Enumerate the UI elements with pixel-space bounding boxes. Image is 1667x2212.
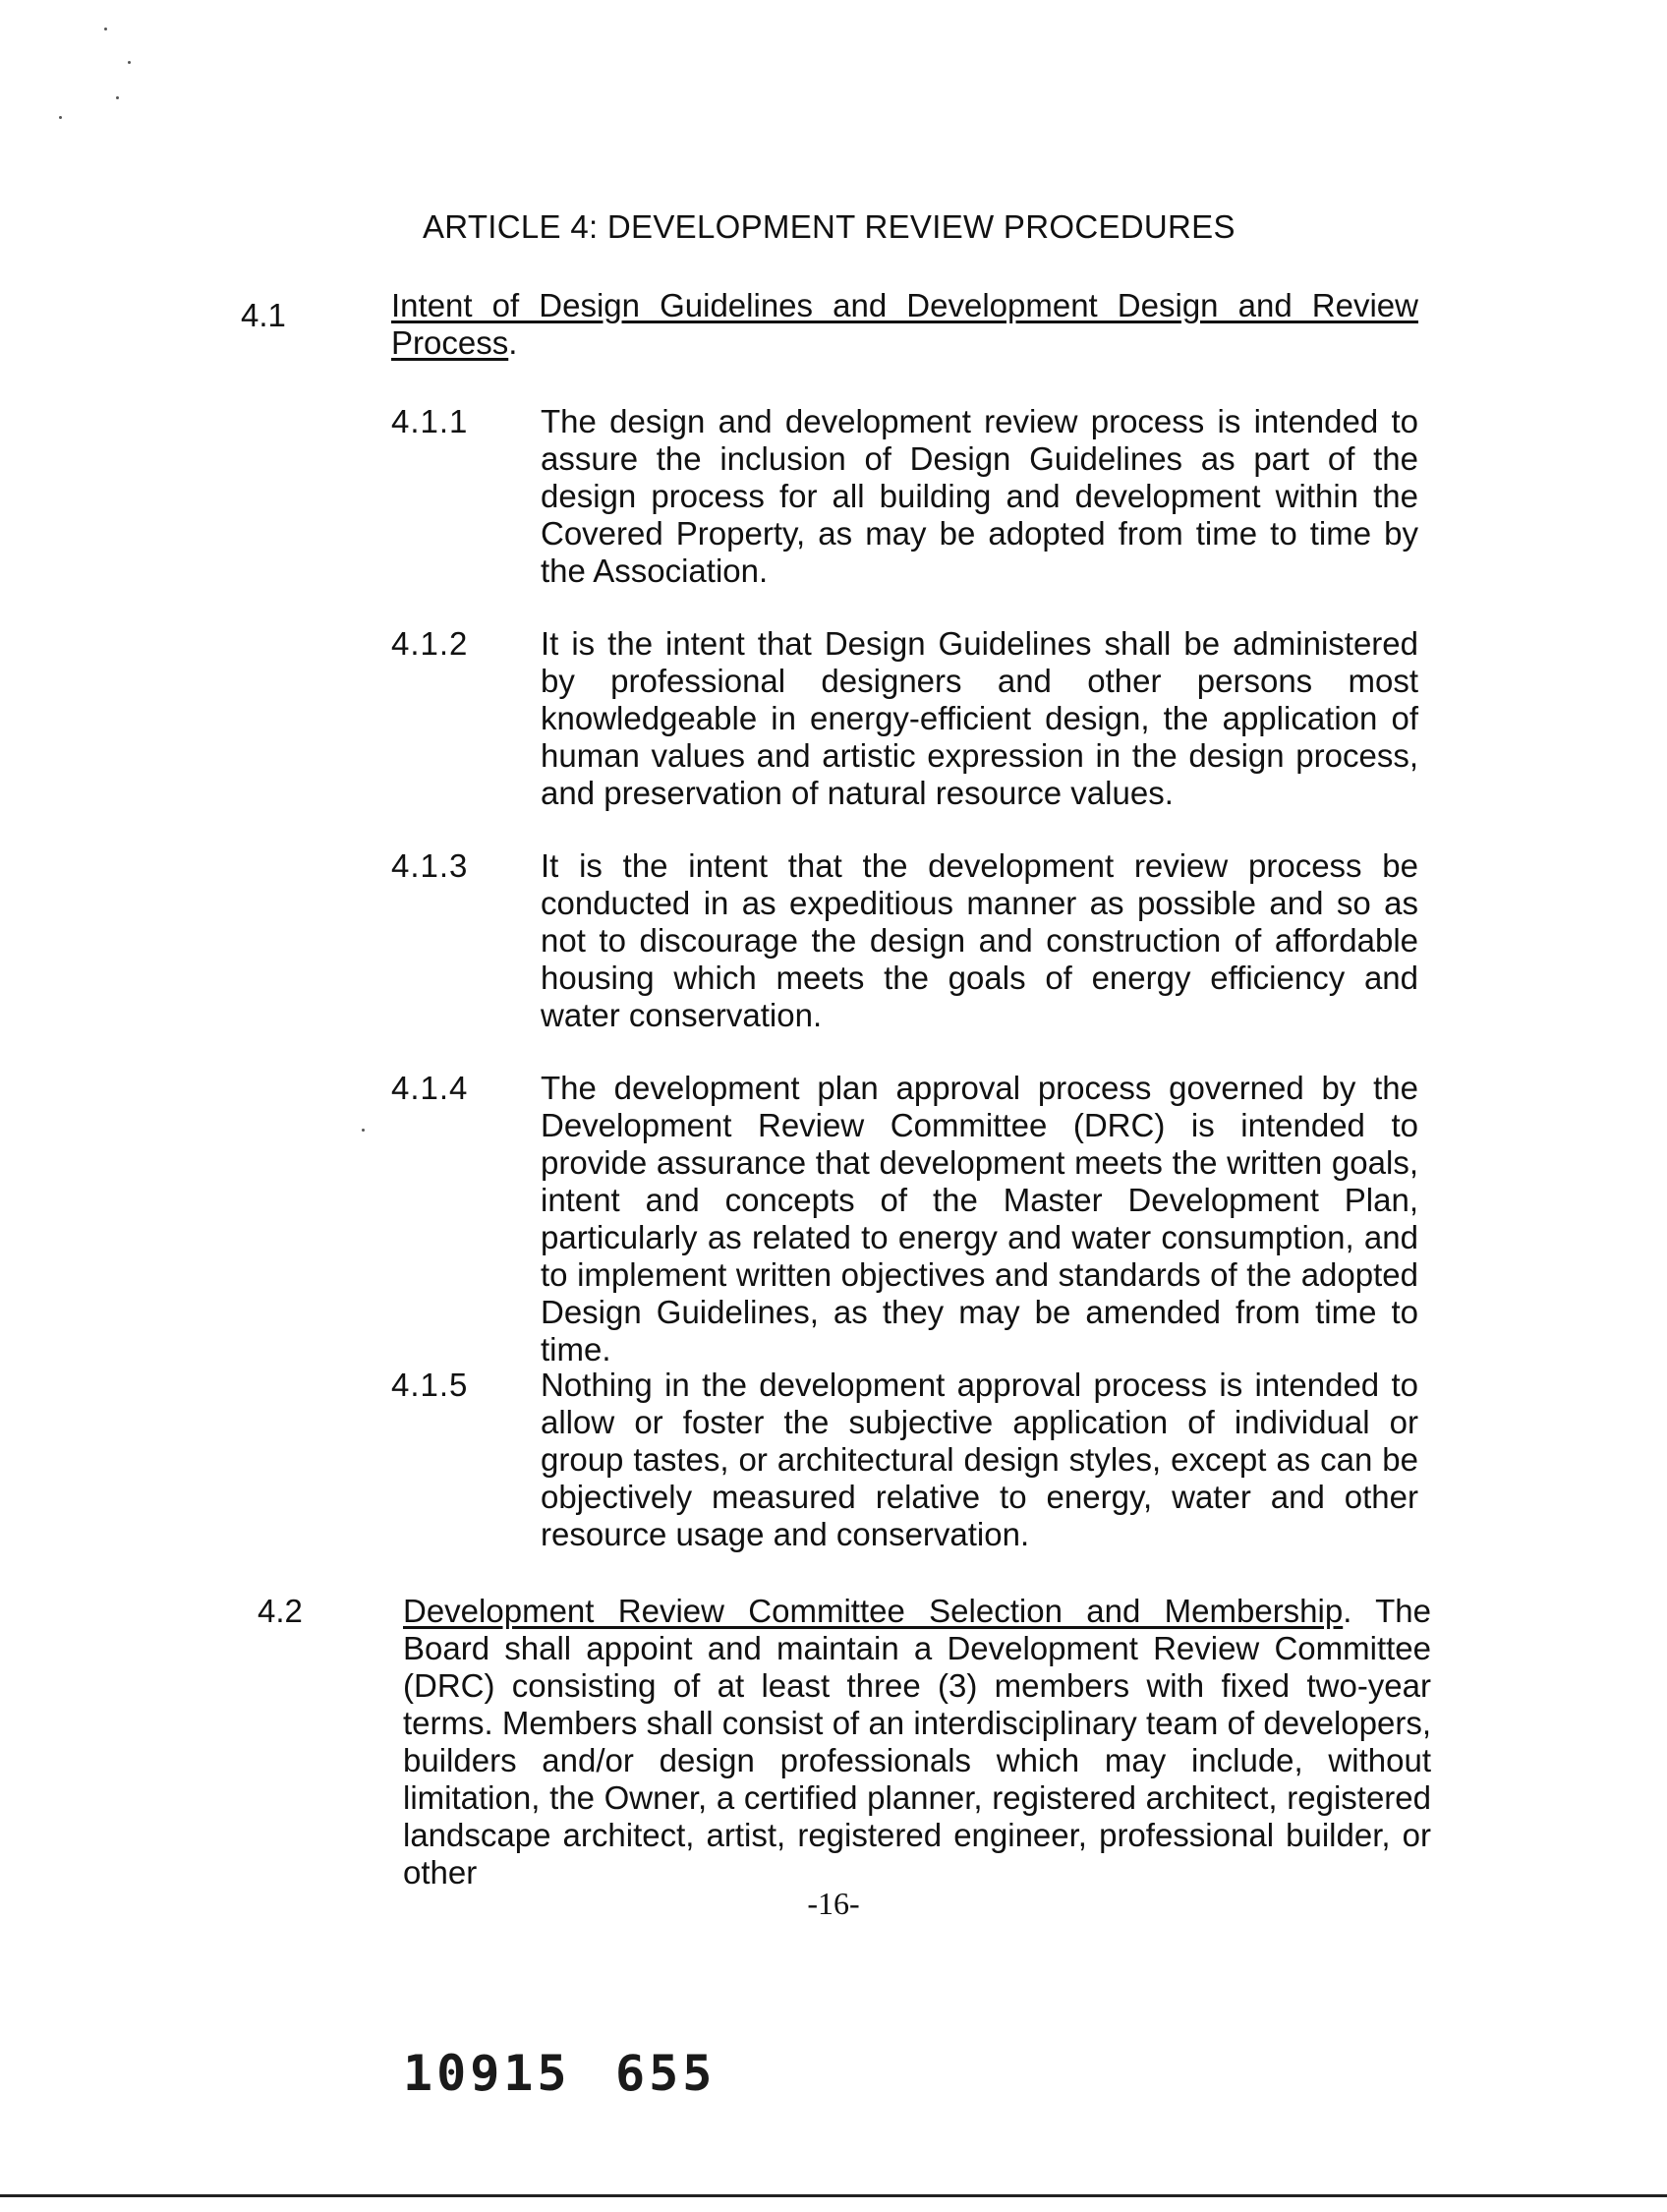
scan-speck: [104, 28, 107, 30]
bottom-rule: [0, 2194, 1667, 2197]
subsection-text: It is the intent that Design Guidelines shall be administered by professional designers and other persons most knowledgeable in energy-efficient design, the application of human values and artistic expression in the design process, and preservation of natural resource values.: [541, 625, 1418, 811]
scan-speck: [59, 116, 62, 119]
scan-speck: [116, 96, 119, 99]
scan-speck: [362, 1129, 365, 1132]
page-number: -16-: [807, 1886, 860, 1921]
subsection-text: The development plan approval process governed by the Development Review Committee (DRC) is intended to provide assurance that development meets the written goals, intent and concepts of the Master Development Plan, particularly as related to energy and water consumption, and to implement written objectives and standards of the adopted Design Guidelines, as they may be amended from time to time.: [541, 1070, 1418, 1368]
subsection-number: 4.1.3: [391, 847, 469, 884]
section-paragraph: [403, 1593, 1431, 1892]
section-heading-period: .: [508, 324, 518, 361]
article-title: ARTICLE 4: DEVELOPMENT REVIEW PROCEDURES: [423, 208, 1236, 245]
subsection-number: 4.1.2: [391, 625, 469, 662]
section-heading-text: Intent of Design Guidelines and Development Design and Review Process: [391, 287, 1418, 361]
subsection-text: It is the intent that the development review process be conducted in as expeditious manner as possible and so as not to discourage the design and construction of affordable housing which meets the goals of energy efficiency and water conservation.: [541, 847, 1418, 1033]
section-heading-text: Development Review Committee Selection and Membership: [403, 1593, 1344, 1629]
section-number: 4.2: [258, 1593, 303, 1629]
recording-book-number: 10915: [403, 2045, 571, 2102]
subsection-number: 4.1.4: [391, 1070, 469, 1106]
section-body-text: . The Board shall appoint and maintain a Development Review Committee (DRC) consisting of at least three (3) members with fixed two-year terms. Members shall consist of an interdisciplinary team of developers, builders and/or design professionals which may include, without limitation, the Owner, a certified planner, registered architect, registered landscape architect, artist, registered engineer, professional builder, or other: [403, 1593, 1431, 1891]
section-number: 4.1: [241, 297, 286, 333]
scan-speck: [128, 61, 131, 64]
subsection-text: The design and development review process is intended to assure the inclusion of Design Guidelines as part of the design process for all building and development within the Covered Property, as may be adopted from time to time by the Association.: [541, 403, 1418, 589]
recording-page-number: 655: [615, 2045, 717, 2102]
subsection-text: Nothing in the development approval process is intended to allow or foster the subjective application of individual or group tastes, or architectural design styles, except as can be objectively measured relative to energy, water and other resource usage and conservation.: [541, 1367, 1418, 1552]
subsection-number: 4.1.5: [391, 1367, 469, 1403]
section-heading: [391, 287, 1418, 362]
subsection-number: 4.1.1: [391, 403, 469, 439]
